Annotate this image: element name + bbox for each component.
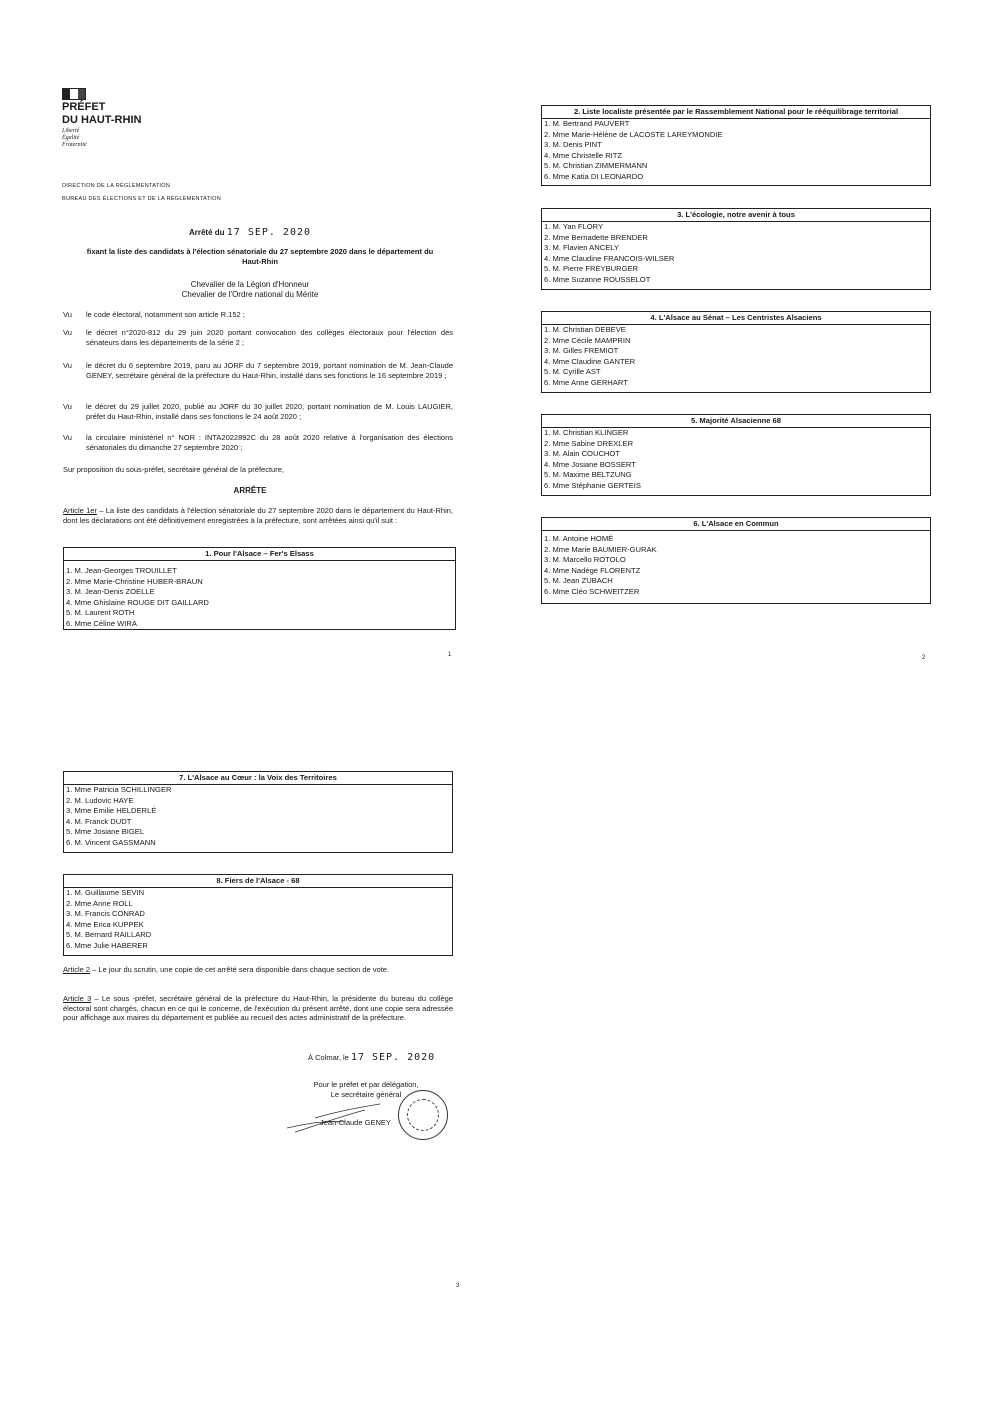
article-2: Article 2 – Le jour du scrutin, une copie de cet arrêté sera disponible dans chaque section de vote. xyxy=(63,965,390,974)
candidate: 2. Mme Anne ROLL xyxy=(66,898,133,908)
candidate: 4. Mme Claudine GANTER xyxy=(544,356,636,366)
candidate: 3. M. Alain COUCHOT xyxy=(544,449,620,458)
candidate: 1. M. Yan FLORY xyxy=(544,222,604,231)
candidate: 1. M. Guillaume SEVIN xyxy=(66,888,145,897)
candidate: 2. Mme Marie-Hélène de LACOSTE LAREYMONDIE xyxy=(544,129,723,139)
official-seal-icon xyxy=(398,1090,448,1140)
motto xyxy=(62,128,141,149)
candidate: 4. M. Franck DUDT xyxy=(66,816,132,826)
prefet-titles xyxy=(0,280,500,299)
list-title: 1. Pour l'Alsace – Fer's Elsass xyxy=(64,548,455,561)
candidate: 6. Mme Julie HABERER xyxy=(66,940,148,950)
candidate: 4. Mme Erica KUPPEK xyxy=(66,919,144,929)
chevalier-legion: Chevalier de la Légion d'Honneur xyxy=(190,280,310,289)
direction-name: DIRECTION DE LA RÉGLEMENTATION xyxy=(62,183,171,189)
prefecture-header xyxy=(62,88,141,149)
candidate: 1. M. Antoine HOMÉ xyxy=(544,534,614,543)
candidate-list-6 xyxy=(541,517,931,604)
candidate: 3. M. Denis PINT xyxy=(544,140,602,149)
motto-1: Liberté xyxy=(62,128,80,134)
page-number: 3 xyxy=(456,1283,460,1289)
candidate: 5. M. Laurent ROTH xyxy=(66,608,135,617)
candidate: 6. Mme Stéphanie GERTEIS xyxy=(544,480,641,490)
candidate: 2. Mme Cécile MAMPRIN xyxy=(544,335,631,345)
candidate: 1. M. Christian DEBEVE xyxy=(544,325,626,334)
signatory-name: Jean-Claude GENEY xyxy=(320,1118,391,1127)
list-title: 3. L'écologie, notre avenir à tous xyxy=(542,209,930,222)
candidate-list-3 xyxy=(541,208,931,290)
candidate: 2. Mme Marie BAUMIER-GURAK xyxy=(544,544,657,554)
prefet-line2: DU HAUT-RHIN xyxy=(62,114,142,126)
candidate: 4. Mme Josiane BOSSERT xyxy=(544,459,636,469)
candidate: 5. M. Jean ZUBACH xyxy=(544,576,613,585)
candidate: 1. M. Bertrand PAUVERT xyxy=(544,119,630,128)
motto-3: Fraternité xyxy=(62,142,87,148)
direction-block xyxy=(62,180,221,206)
delegation-line2: Le secrétaire général xyxy=(330,1089,402,1099)
candidate: 1. M. Christian KLINGER xyxy=(544,428,629,437)
candidate: 4. Mme Nadège FLORENTZ xyxy=(544,565,641,575)
vu-item: Vu le code électoral, notamment son article R.152 ; xyxy=(63,310,245,319)
candidate-list-8 xyxy=(63,874,453,956)
candidate: 1. Mme Patricia SCHILLINGER xyxy=(66,785,172,794)
list-title: 8. Fiers de l'Alsace - 68 xyxy=(64,875,452,888)
arrete-prefix: Arrêté du xyxy=(188,228,225,237)
list-title: 2. Liste localiste présentée par le Rassemblement National pour le rééquilibrage territorial xyxy=(542,106,930,119)
delegation-line1: Pour le préfet et par délégation, xyxy=(313,1080,419,1089)
arrete-title xyxy=(0,227,500,238)
candidate-list-1 xyxy=(63,547,456,630)
candidate: 3. M. Marcello ROTOLO xyxy=(544,555,626,564)
candidate: 3. M. Flavien ANCELY xyxy=(544,243,619,252)
candidate: 2. M. Ludovic HAYE xyxy=(66,795,134,805)
candidate-list-5 xyxy=(541,414,931,496)
vu-item: Vu le décret du 29 juillet 2020, publié au JORF du 30 juillet 2020, portant nomination de M. Louis LAUGIER, préfet du Haut-Rhin, installé dans ses fonctions le 24 août 2020 ; xyxy=(63,402,453,421)
candidate-list-4 xyxy=(541,311,931,393)
candidate-list-2 xyxy=(541,105,931,186)
candidate: 6. Mme Suzanne ROUSSELOT xyxy=(544,274,651,284)
candidate: 5. M. Bernard RAILLARD xyxy=(66,930,152,939)
arrete-subject: fixant la liste des candidats à l'élection sénatoriale du 27 septembre 2020 dans le département du Haut-Rhin xyxy=(86,247,434,266)
candidate: 5. Mme Josiane BIGEL xyxy=(66,827,145,836)
candidate: 4. Mme Claudine FRANCOIS-WILSER xyxy=(544,253,675,263)
page-number: 2 xyxy=(922,655,926,661)
motto-2: Égalité xyxy=(62,135,80,141)
candidate: 6. Mme Céline WIRA xyxy=(66,618,137,628)
list-title: 4. L'Alsace au Sénat – Les Centristes Alsaciens xyxy=(542,312,930,325)
list-title: 6. L'Alsace en Commun xyxy=(542,518,930,531)
candidate: 3. M. Francis CONRAD xyxy=(66,909,145,918)
candidate: 3. M. Jean-Denis ZOELLE xyxy=(66,587,155,596)
list-title: 7. L'Alsace au Cœur : la Voix des Territoires xyxy=(64,772,452,785)
vu-item: Vu le décret du 6 septembre 2019, paru au JORF du 7 septembre 2019, portant nomination de M. Jean-Claude GENEY, secrétaire général de la préfecture du Haut-Rhin, installé dans ses fonctions le 16 septembre 2019 ; xyxy=(63,361,453,380)
candidate: 1. M. Jean-Georges TROUILLET xyxy=(66,566,177,575)
proposition: Sur proposition du sous-préfet, secrétaire général de la préfecture, xyxy=(63,465,284,474)
candidate: 2. Mme Marie-Christine HUBER-BRAUN xyxy=(66,576,203,586)
candidate: 6. Mme Katia DI LEONARDO xyxy=(544,171,644,181)
chevalier-merite: Chevalier de l'Ordre national du Mérite xyxy=(181,289,319,299)
signature-place: À Colmar, le 17 SEP. 2020 xyxy=(308,1052,436,1063)
marianne-logo-icon xyxy=(62,88,86,100)
candidate: 5. M. Christian ZIMMERMANN xyxy=(544,161,648,170)
candidate: 6. Mme Anne GERHART xyxy=(544,377,628,387)
candidate: 5. M. Maxime BELTZUNG xyxy=(544,470,632,479)
article-1: Article 1er – La liste des candidats à l'élection sénatoriale du 27 septembre 2020 dans le département du Haut-Rhin, dont les déclarations ont été définitivement enregistrées à la préfecture, sont arrêtées ainsi qu'il suit : xyxy=(63,506,453,525)
list-title: 5. Majorité Alsacienne 68 xyxy=(542,415,930,428)
candidate: 4. Mme Christelle RITZ xyxy=(544,150,623,160)
candidate-list-7 xyxy=(63,771,453,853)
candidate: 3. Mme Emilie HELDERLÉ xyxy=(66,806,157,815)
candidate: 2. Mme Sabine DREXLER xyxy=(544,438,634,448)
prefet-line1: PRÉFET xyxy=(62,101,106,113)
date-stamp: 17 SEP. 2020 xyxy=(226,227,312,238)
arrete-word: ARRÊTE xyxy=(233,486,267,495)
vu-item: Vu le décret n°2020-812 du 29 juin 2020 portant convocation des collèges électoraux pour l'élection des sénateurs dans les départements de la série 2 ; xyxy=(63,328,453,347)
candidate: 3. M. Gilles FREMIOT xyxy=(544,346,619,355)
candidate: 4. Mme Ghislaine ROUGE DIT GAILLARD xyxy=(66,597,209,607)
candidate: 5. M. Cyrille AST xyxy=(544,367,601,376)
candidate: 2. Mme Bernadette BRENDER xyxy=(544,232,648,242)
candidate: 5. M. Pierre FREYBURGER xyxy=(544,264,639,273)
bureau-name: BUREAU DES ÉLECTIONS ET DE LA RÉGLEMENTATION xyxy=(62,196,221,202)
page-number: 1 xyxy=(448,652,452,658)
candidate: 6. Mme Cléo SCHWEITZER xyxy=(544,586,640,596)
candidate: 6. M. Vincent GASSMANN xyxy=(66,837,156,847)
vu-item: Vu la circulaire ministériel n° NOR : INTA2022892C du 28 août 2020 relative à l'organisation des élections sénatoriales du dimanche 27 septembre 2020 ; xyxy=(63,433,453,452)
signature-date-stamp: 17 SEP. 2020 xyxy=(350,1052,436,1063)
article-3: Article 3 – Le sous -préfet, secrétaire général de la préfecture du Haut-Rhin, la présidente du bureau du collège électoral sont chargés, chacun en ce qui le concerne, de l'exécution du présent arrêté, dont une copie sera adressée pour affichage aux maires du département et publiée au recueil des actes administratif de la préfecture. xyxy=(63,994,454,1022)
